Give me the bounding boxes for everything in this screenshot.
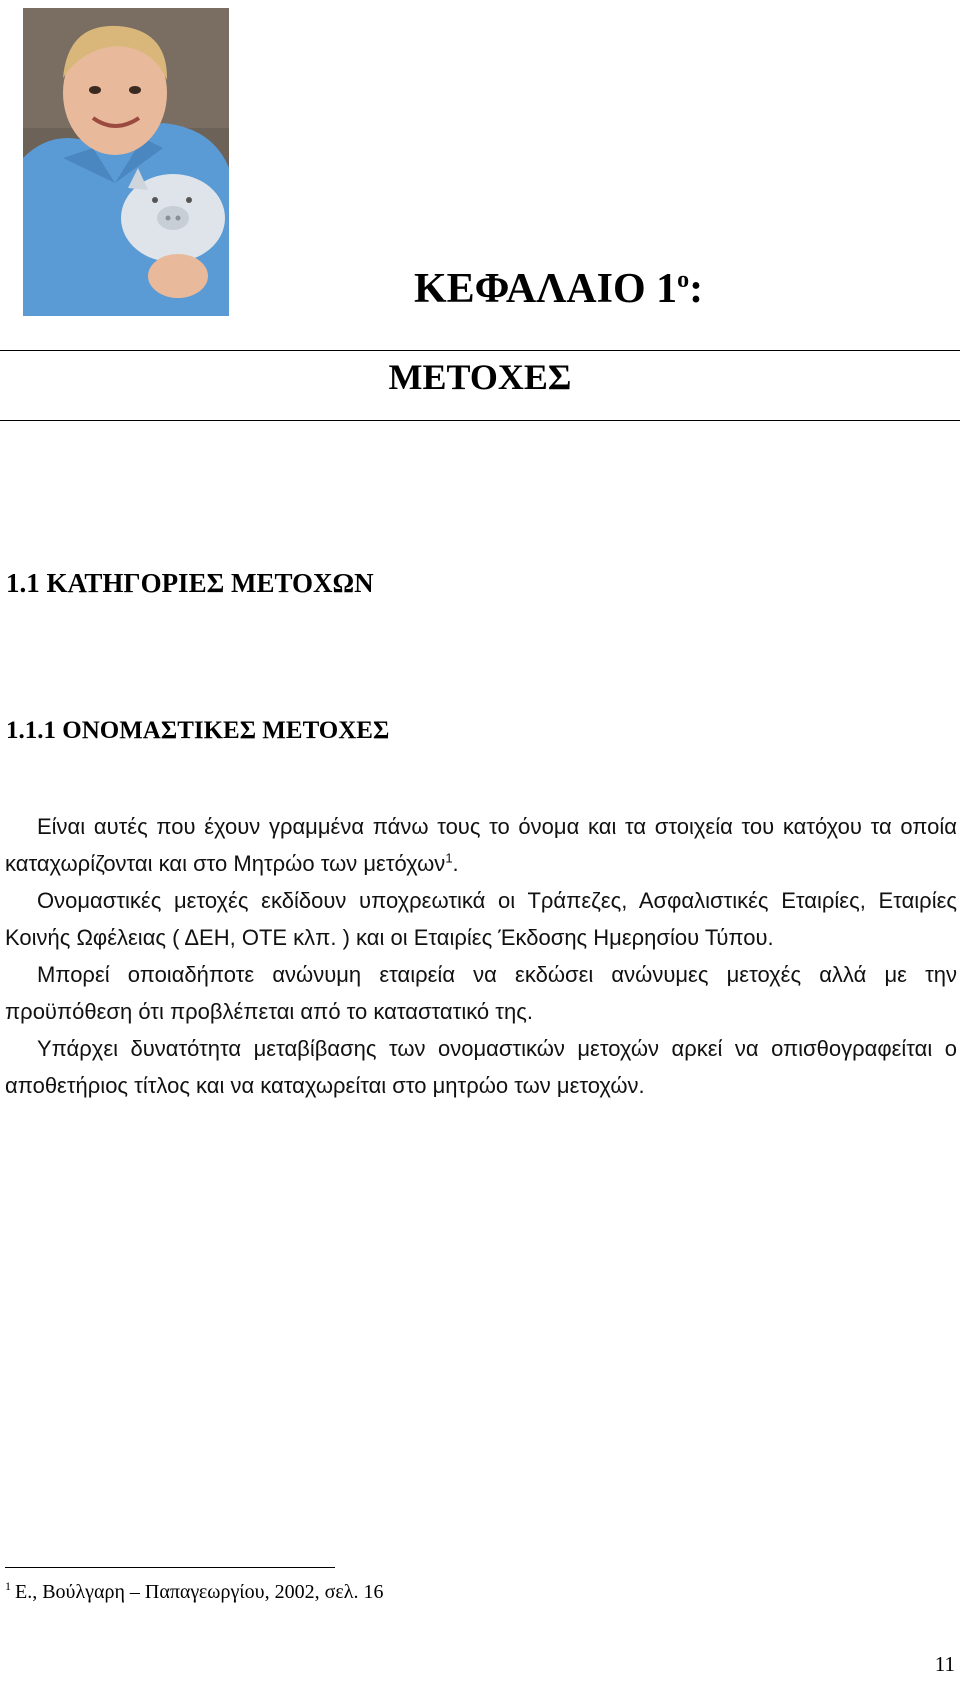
chapter-title-ordinal: ο — [677, 267, 690, 293]
piggy-nostril-left — [166, 216, 171, 221]
piggy-eye-right — [186, 197, 192, 203]
paragraph-1-text: Είναι αυτές που έχουν γραμμένα πάνω τους το όνομα και τα στοιχεία του κατόχου τα οποία καταχωρίζονται και στο Μητρώο των μετόχων — [5, 814, 957, 876]
chapter-subtitle: ΜΕΤΟΧΕΣ — [388, 357, 572, 397]
paragraph-1-end: . — [452, 851, 459, 876]
body-text — [5, 808, 957, 1104]
subsection-heading: 1.1.1 ΟΝΟΜΑΣΤΙΚΕΣ ΜΕΤΟΧΕΣ — [6, 717, 390, 744]
chapter-title — [414, 268, 703, 310]
photo-illustration — [23, 8, 229, 316]
footnote-text: Ε., Βούλγαρη – Παπαγεωργίου, 2002, σελ. 16 — [15, 1581, 384, 1603]
hand-shape — [148, 254, 208, 298]
paragraph-4: Υπάρχει δυνατότητα μεταβίβασης των ονομαστικών μετοχών αρκεί να οπισθογραφείται ο αποθετήριος τίτλος και να καταχωρείται στο μητρώο των μετοχών. — [5, 1036, 957, 1098]
piggy-snout — [157, 206, 189, 230]
piggy-nostril-right — [176, 216, 181, 221]
chapter-title-colon: : — [689, 266, 704, 312]
boy-with-piggy-bank-photo — [23, 8, 229, 316]
right-eye — [129, 86, 141, 94]
chapter-rule-bottom — [0, 420, 960, 421]
footnote-separator — [5, 1567, 335, 1568]
page-number: 11 — [934, 1652, 955, 1676]
paragraph-2: Ονομαστικές μετοχές εκδίδουν υποχρεωτικά οι Τράπεζες, Ασφαλιστικές Εταιρίες, Εταιρίες Κοινής Ωφέλειας ( ΔΕΗ, ΟΤΕ κλπ. ) και οι Εταιρίες Έκδοσης Ημερησίου Τύπου. — [5, 888, 957, 950]
piggy-eye-left — [152, 197, 158, 203]
footnote — [5, 1580, 383, 1604]
paragraph-1 — [5, 808, 957, 882]
footnote-marker: 1 — [5, 1579, 11, 1594]
chapter-rule-top — [0, 350, 960, 351]
paragraph-3: Μπορεί οποιαδήποτε ανώνυμη εταιρεία να εκδώσει ανώνυμες μετοχές αλλά με την προϋπόθεση ότι προβλέπεται από το καταστατικό της. — [5, 962, 957, 1024]
chapter-title-text: ΚΕΦΑΛΑΙΟ 1 — [414, 266, 678, 312]
left-eye — [89, 86, 101, 94]
footnote-reference[interactable]: 1 — [445, 850, 453, 866]
section-heading: 1.1 ΚΑΤΗΓΟΡΙΕΣ ΜΕΤΟΧΩΝ — [6, 568, 374, 598]
